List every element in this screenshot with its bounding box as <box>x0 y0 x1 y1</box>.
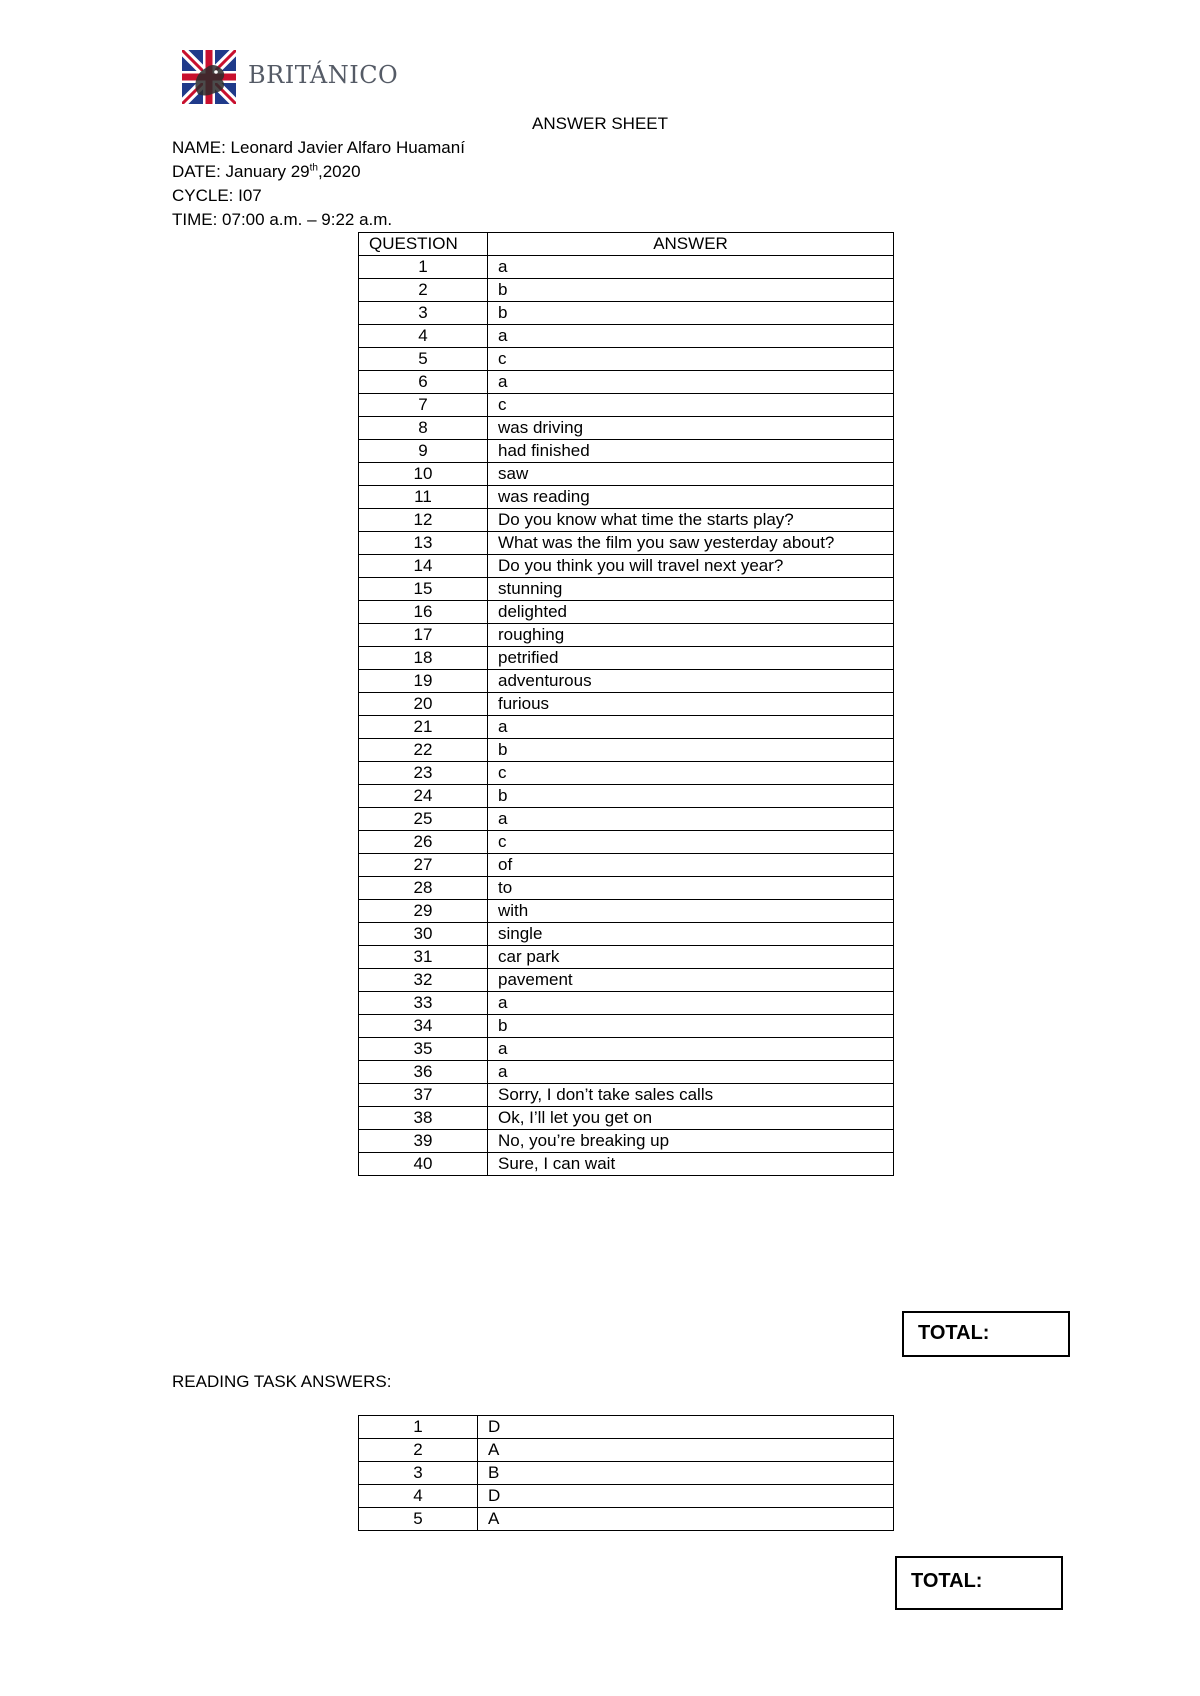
question-number: 16 <box>359 601 488 624</box>
answer-cell: had finished <box>488 440 894 463</box>
table-row <box>359 877 894 900</box>
question-number: 2 <box>359 279 488 302</box>
student-name: NAME: Leonard Javier Alfaro Huamaní <box>172 138 465 157</box>
question-number: 39 <box>359 1130 488 1153</box>
question-number: 1 <box>359 1416 478 1439</box>
question-number: 21 <box>359 716 488 739</box>
table-row <box>359 946 894 969</box>
answer-cell: Sure, I can wait <box>488 1153 894 1176</box>
question-number: 14 <box>359 555 488 578</box>
table-row <box>359 1416 894 1439</box>
exam-cycle: CYCLE: I07 <box>172 186 262 205</box>
reading-answers-table <box>358 1415 894 1531</box>
table-row <box>359 463 894 486</box>
answer-cell: b <box>488 785 894 808</box>
table-row <box>359 1015 894 1038</box>
question-number: 4 <box>359 1485 478 1508</box>
answer-cell: petrified <box>488 647 894 670</box>
table-row <box>359 486 894 509</box>
question-number: 3 <box>359 302 488 325</box>
answer-cell: was reading <box>488 486 894 509</box>
date-text: DATE: January 29 <box>172 162 310 181</box>
question-column-header: QUESTION <box>359 233 488 256</box>
answer-cell: pavement <box>488 969 894 992</box>
table-row <box>359 578 894 601</box>
table-row <box>359 647 894 670</box>
question-number: 27 <box>359 854 488 877</box>
answer-cell: saw <box>488 463 894 486</box>
answer-cell: A <box>478 1439 894 1462</box>
answer-cell: a <box>488 992 894 1015</box>
answer-cell: stunning <box>488 578 894 601</box>
question-number: 15 <box>359 578 488 601</box>
question-number: 7 <box>359 394 488 417</box>
question-number: 32 <box>359 969 488 992</box>
table-row <box>359 1439 894 1462</box>
table-row <box>359 509 894 532</box>
table-row <box>359 1462 894 1485</box>
question-number: 20 <box>359 693 488 716</box>
question-number: 22 <box>359 739 488 762</box>
exam-time: TIME: 07:00 a.m. – 9:22 a.m. <box>172 210 393 229</box>
answer-cell: c <box>488 831 894 854</box>
table-row <box>359 532 894 555</box>
table-row <box>359 785 894 808</box>
answer-cell: a <box>488 1038 894 1061</box>
answer-cell: car park <box>488 946 894 969</box>
question-number: 19 <box>359 670 488 693</box>
lion-union-jack-icon <box>182 50 236 104</box>
question-number: 12 <box>359 509 488 532</box>
table-row <box>359 394 894 417</box>
question-number: 8 <box>359 417 488 440</box>
answer-cell: Sorry, I don’t take sales calls <box>488 1084 894 1107</box>
answer-cell: was driving <box>488 417 894 440</box>
answer-cell: to <box>488 877 894 900</box>
question-number: 24 <box>359 785 488 808</box>
question-number: 28 <box>359 877 488 900</box>
question-number: 4 <box>359 325 488 348</box>
answer-cell: furious <box>488 693 894 716</box>
table-row <box>359 302 894 325</box>
table-row <box>359 900 894 923</box>
answer-cell: A <box>478 1508 894 1531</box>
table-row <box>359 923 894 946</box>
table-row <box>359 831 894 854</box>
answer-cell: delighted <box>488 601 894 624</box>
table-row <box>359 1485 894 1508</box>
answer-cell: adventurous <box>488 670 894 693</box>
table-row <box>359 762 894 785</box>
table-row <box>359 716 894 739</box>
table-row <box>359 693 894 716</box>
exam-date <box>172 162 361 182</box>
question-number: 30 <box>359 923 488 946</box>
table-row <box>359 1153 894 1176</box>
answer-cell: c <box>488 348 894 371</box>
question-number: 1 <box>359 256 488 279</box>
table-row <box>359 670 894 693</box>
answer-cell: a <box>488 808 894 831</box>
answer-cell: b <box>488 1015 894 1038</box>
britanico-logo <box>182 50 399 106</box>
question-number: 33 <box>359 992 488 1015</box>
question-number: 36 <box>359 1061 488 1084</box>
answer-cell: Do you think you will travel next year? <box>488 555 894 578</box>
answer-cell: a <box>488 716 894 739</box>
question-number: 11 <box>359 486 488 509</box>
answer-cell: Do you know what time the starts play? <box>488 509 894 532</box>
answer-cell: Ok, I’ll let you get on <box>488 1107 894 1130</box>
question-number: 31 <box>359 946 488 969</box>
answers-total-box: TOTAL: <box>902 1311 1070 1357</box>
question-number: 6 <box>359 371 488 394</box>
page-title: ANSWER SHEET <box>531 114 669 133</box>
table-row <box>359 256 894 279</box>
answer-cell: with <box>488 900 894 923</box>
question-number: 5 <box>359 1508 478 1531</box>
answer-cell: b <box>488 279 894 302</box>
table-row <box>359 624 894 647</box>
question-number: 2 <box>359 1439 478 1462</box>
question-number: 3 <box>359 1462 478 1485</box>
table-row <box>359 1038 894 1061</box>
answer-cell: No, you’re breaking up <box>488 1130 894 1153</box>
answer-cell: single <box>488 923 894 946</box>
table-row <box>359 601 894 624</box>
answer-cell: b <box>488 739 894 762</box>
table-row <box>359 440 894 463</box>
question-number: 26 <box>359 831 488 854</box>
table-row <box>359 348 894 371</box>
answer-cell: a <box>488 256 894 279</box>
table-row <box>359 371 894 394</box>
table-row <box>359 1130 894 1153</box>
reading-section-label: READING TASK ANSWERS: <box>172 1372 392 1391</box>
table-row <box>359 555 894 578</box>
table-row <box>359 1107 894 1130</box>
question-number: 17 <box>359 624 488 647</box>
question-number: 37 <box>359 1084 488 1107</box>
answer-cell: B <box>478 1462 894 1485</box>
date-ordinal: th <box>309 162 318 174</box>
question-number: 18 <box>359 647 488 670</box>
table-row <box>359 992 894 1015</box>
table-row <box>359 279 894 302</box>
question-number: 9 <box>359 440 488 463</box>
table-header-row <box>359 233 894 256</box>
answer-cell: a <box>488 371 894 394</box>
table-row <box>359 739 894 762</box>
reading-total-box: TOTAL: <box>895 1556 1063 1610</box>
answer-cell: What was the film you saw yesterday about? <box>488 532 894 555</box>
table-row <box>359 1084 894 1107</box>
question-number: 5 <box>359 348 488 371</box>
answer-cell: D <box>478 1485 894 1508</box>
answer-cell: roughing <box>488 624 894 647</box>
question-number: 29 <box>359 900 488 923</box>
question-number: 13 <box>359 532 488 555</box>
table-row <box>359 325 894 348</box>
table-row <box>359 1061 894 1084</box>
answer-cell: c <box>488 762 894 785</box>
answer-cell: a <box>488 325 894 348</box>
brand-name: BRITÁNICO <box>248 61 399 89</box>
answer-cell: of <box>488 854 894 877</box>
question-number: 38 <box>359 1107 488 1130</box>
table-row <box>359 1508 894 1531</box>
question-number: 40 <box>359 1153 488 1176</box>
answer-cell: c <box>488 394 894 417</box>
question-number: 25 <box>359 808 488 831</box>
table-row <box>359 969 894 992</box>
question-number: 35 <box>359 1038 488 1061</box>
answer-cell: a <box>488 1061 894 1084</box>
answers-table <box>358 232 894 1176</box>
table-row <box>359 854 894 877</box>
table-row <box>359 417 894 440</box>
answer-column-header: ANSWER <box>488 233 894 256</box>
date-year: ,2020 <box>317 162 361 181</box>
question-number: 10 <box>359 463 488 486</box>
answer-cell: D <box>478 1416 894 1439</box>
answer-cell: b <box>488 302 894 325</box>
table-row <box>359 808 894 831</box>
question-number: 23 <box>359 762 488 785</box>
question-number: 34 <box>359 1015 488 1038</box>
